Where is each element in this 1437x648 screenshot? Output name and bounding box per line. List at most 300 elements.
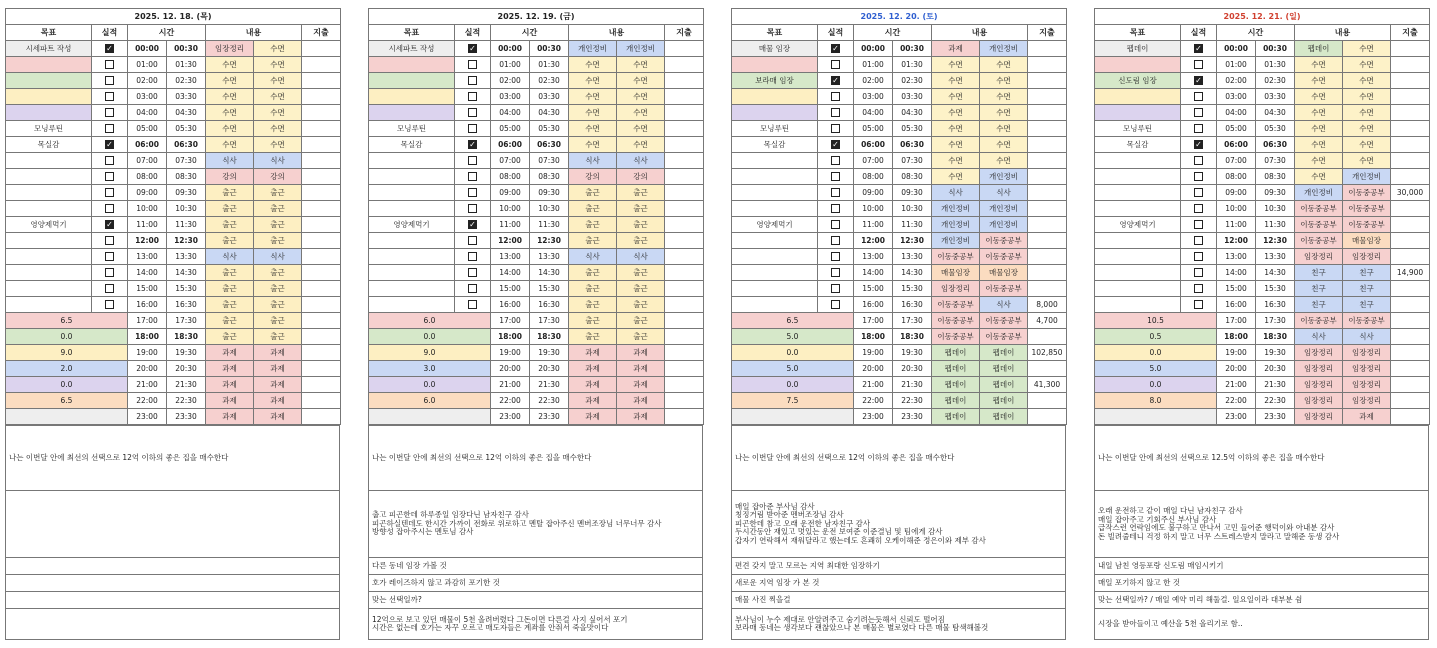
done-checkbox[interactable] (468, 108, 477, 117)
activity-second-half[interactable]: 임장정리 (1343, 393, 1391, 409)
done-checkbox[interactable] (468, 300, 477, 309)
activity-second-half[interactable]: 출근 (254, 201, 302, 217)
goal-cell[interactable]: 매물 임장 (732, 41, 818, 57)
goal-cell[interactable] (732, 233, 818, 249)
expense-cell[interactable] (302, 249, 341, 265)
activity-second-half[interactable]: 수면 (617, 105, 665, 121)
goal-cell[interactable] (1095, 105, 1181, 121)
expense-cell[interactable] (1028, 41, 1067, 57)
done-checkbox[interactable] (468, 156, 477, 165)
expense-cell[interactable] (1391, 233, 1430, 249)
activity-first-half[interactable]: 수면 (569, 57, 617, 73)
goal-cell[interactable]: 신도림 임장 (1095, 73, 1181, 89)
goal-cell[interactable] (732, 185, 818, 201)
activity-first-half[interactable]: 수면 (206, 73, 254, 89)
activity-second-half[interactable]: 수면 (980, 105, 1028, 121)
expense-cell[interactable] (665, 409, 704, 425)
activity-first-half[interactable]: 수면 (569, 73, 617, 89)
activity-first-half[interactable]: 수면 (1295, 121, 1343, 137)
expense-cell[interactable] (665, 121, 704, 137)
goal-cell[interactable]: 목실감 (6, 137, 92, 153)
activity-second-half[interactable]: 강의 (617, 169, 665, 185)
expense-cell[interactable] (1391, 153, 1430, 169)
activity-first-half[interactable]: 수면 (932, 105, 980, 121)
done-checkbox[interactable]: ✓ (1195, 44, 1202, 53)
activity-first-half[interactable]: 수면 (569, 105, 617, 121)
note-tomorrow[interactable]: 다른 동네 임장 가볼 것 (369, 558, 703, 575)
goal-cell[interactable] (1095, 249, 1181, 265)
done-checkbox[interactable] (1194, 124, 1203, 133)
activity-first-half[interactable]: 개인정비 (932, 217, 980, 233)
expense-cell[interactable] (1391, 89, 1430, 105)
activity-first-half[interactable]: 출근 (569, 297, 617, 313)
goal-affirmation[interactable]: 나는 이번달 안에 최선의 선택으로 12억 이하의 좋은 집을 매수한다 (732, 426, 1066, 491)
activity-first-half[interactable]: 출근 (206, 185, 254, 201)
expense-cell[interactable] (302, 297, 341, 313)
activity-second-half[interactable]: 수면 (617, 121, 665, 137)
activity-second-half[interactable]: 출근 (617, 329, 665, 345)
activity-second-half[interactable]: 출근 (617, 217, 665, 233)
expense-cell[interactable] (665, 297, 704, 313)
done-checkbox[interactable] (105, 268, 114, 277)
activity-first-half[interactable]: 수면 (1295, 57, 1343, 73)
activity-second-half[interactable]: 수면 (980, 137, 1028, 153)
note-diary[interactable] (6, 609, 340, 640)
activity-first-half[interactable]: 수면 (932, 57, 980, 73)
expense-cell[interactable] (302, 57, 341, 73)
activity-first-half[interactable]: 출근 (206, 329, 254, 345)
expense-cell[interactable] (1391, 121, 1430, 137)
activity-second-half[interactable]: 이동중공부 (1343, 201, 1391, 217)
expense-cell[interactable] (1391, 41, 1430, 57)
done-checkbox[interactable] (468, 60, 477, 69)
activity-first-half[interactable]: 이동중공부 (1295, 217, 1343, 233)
done-checkbox[interactable] (1194, 156, 1203, 165)
activity-second-half[interactable]: 수면 (1343, 57, 1391, 73)
done-checkbox[interactable] (831, 236, 840, 245)
done-checkbox[interactable] (1194, 252, 1203, 261)
activity-first-half[interactable]: 이동중공부 (932, 297, 980, 313)
goal-cell[interactable] (1095, 185, 1181, 201)
expense-cell[interactable] (665, 153, 704, 169)
activity-second-half[interactable]: 임장정리 (1343, 377, 1391, 393)
done-checkbox[interactable] (831, 108, 840, 117)
expense-cell[interactable] (1391, 281, 1430, 297)
expense-cell[interactable] (302, 217, 341, 233)
expense-cell[interactable]: 14,900 (1391, 265, 1430, 281)
expense-cell[interactable] (1028, 121, 1067, 137)
activity-second-half[interactable]: 과제 (254, 377, 302, 393)
activity-second-half[interactable]: 수면 (617, 73, 665, 89)
note-diary[interactable]: 시장을 받아들이고 예산을 5천 올리기로 함.. (1095, 609, 1429, 640)
activity-first-half[interactable]: 수면 (569, 137, 617, 153)
activity-second-half[interactable]: 과제 (254, 345, 302, 361)
goal-cell[interactable]: 영양제먹기 (1095, 217, 1181, 233)
expense-cell[interactable] (665, 57, 704, 73)
activity-first-half[interactable]: 강의 (569, 169, 617, 185)
note-tomorrow[interactable]: 내일 남친 영등포랑 신도림 매임시키기 (1095, 558, 1429, 575)
expense-cell[interactable] (302, 361, 341, 377)
expense-cell[interactable] (665, 361, 704, 377)
goal-cell[interactable] (732, 297, 818, 313)
goal-cell[interactable] (6, 73, 92, 89)
activity-first-half[interactable]: 출근 (206, 233, 254, 249)
goal-cell[interactable] (732, 281, 818, 297)
activity-second-half[interactable]: 수면 (1343, 137, 1391, 153)
done-checkbox[interactable] (105, 236, 114, 245)
done-checkbox[interactable] (831, 156, 840, 165)
expense-cell[interactable] (665, 345, 704, 361)
expense-cell[interactable] (1028, 73, 1067, 89)
goal-cell[interactable] (369, 153, 455, 169)
goal-cell[interactable]: 시세파트 작성 (369, 41, 455, 57)
expense-cell[interactable] (665, 393, 704, 409)
activity-second-half[interactable]: 출근 (254, 313, 302, 329)
expense-cell[interactable]: 8,000 (1028, 297, 1067, 313)
done-checkbox[interactable] (831, 300, 840, 309)
activity-second-half[interactable]: 수면 (980, 89, 1028, 105)
done-checkbox[interactable] (105, 108, 114, 117)
activity-second-half[interactable]: 식사 (1343, 329, 1391, 345)
expense-cell[interactable] (302, 377, 341, 393)
activity-second-half[interactable]: 수면 (617, 89, 665, 105)
goal-cell[interactable] (1095, 265, 1181, 281)
activity-second-half[interactable]: 과제 (617, 345, 665, 361)
done-checkbox[interactable]: ✓ (469, 220, 476, 229)
activity-second-half[interactable]: 이동중공부 (1343, 185, 1391, 201)
activity-first-half[interactable]: 개인정비 (1295, 185, 1343, 201)
activity-first-half[interactable]: 수면 (932, 89, 980, 105)
done-checkbox[interactable] (831, 284, 840, 293)
activity-first-half[interactable]: 출근 (569, 201, 617, 217)
activity-first-half[interactable]: 수면 (569, 121, 617, 137)
activity-second-half[interactable]: 이동중공부 (980, 329, 1028, 345)
expense-cell[interactable] (665, 249, 704, 265)
activity-first-half[interactable]: 매물임장 (932, 265, 980, 281)
goal-cell[interactable] (369, 233, 455, 249)
activity-first-half[interactable]: 강의 (206, 169, 254, 185)
goal-cell[interactable] (1095, 201, 1181, 217)
activity-first-half[interactable]: 이동중공부 (932, 249, 980, 265)
activity-second-half[interactable]: 개인정비 (617, 41, 665, 57)
expense-cell[interactable] (1391, 169, 1430, 185)
expense-cell[interactable] (1391, 345, 1430, 361)
activity-first-half[interactable]: 식사 (206, 153, 254, 169)
goal-cell[interactable] (1095, 233, 1181, 249)
activity-first-half[interactable]: 수면 (1295, 89, 1343, 105)
activity-second-half[interactable]: 출근 (254, 233, 302, 249)
activity-second-half[interactable]: 이동중공부 (980, 281, 1028, 297)
activity-first-half[interactable]: 수면 (206, 89, 254, 105)
expense-cell[interactable]: 30,000 (1391, 185, 1430, 201)
activity-second-half[interactable]: 친구 (1343, 265, 1391, 281)
goal-cell[interactable] (6, 185, 92, 201)
activity-first-half[interactable]: 펩데이 (1295, 41, 1343, 57)
done-checkbox[interactable] (105, 284, 114, 293)
expense-cell[interactable] (665, 233, 704, 249)
expense-cell[interactable] (1028, 89, 1067, 105)
activity-second-half[interactable]: 과제 (617, 377, 665, 393)
activity-second-half[interactable]: 임장정리 (1343, 249, 1391, 265)
expense-cell[interactable] (1391, 393, 1430, 409)
goal-cell[interactable] (1095, 281, 1181, 297)
expense-cell[interactable] (1028, 393, 1067, 409)
goal-affirmation[interactable]: 나는 이번달 안에 최선의 선택으로 12.5억 이하의 좋은 집을 매수한다 (1095, 426, 1429, 491)
expense-cell[interactable] (665, 217, 704, 233)
note-reflection[interactable]: 매물 사진 찍을걸 (732, 592, 1066, 609)
goal-cell[interactable]: 보라매 임장 (732, 73, 818, 89)
activity-second-half[interactable]: 이동중공부 (1343, 217, 1391, 233)
activity-first-half[interactable]: 수면 (1295, 153, 1343, 169)
activity-second-half[interactable]: 개인정비 (980, 217, 1028, 233)
activity-first-half[interactable]: 펩데이 (932, 393, 980, 409)
goal-cell[interactable]: 목실감 (1095, 137, 1181, 153)
activity-first-half[interactable]: 이동중공부 (1295, 233, 1343, 249)
goal-cell[interactable]: 시세파트 작성 (6, 41, 92, 57)
activity-second-half[interactable]: 출근 (617, 297, 665, 313)
activity-first-half[interactable]: 출근 (569, 233, 617, 249)
expense-cell[interactable] (665, 377, 704, 393)
goal-cell[interactable] (1095, 153, 1181, 169)
activity-first-half[interactable]: 수면 (1295, 73, 1343, 89)
activity-second-half[interactable]: 식사 (617, 153, 665, 169)
done-checkbox[interactable] (468, 268, 477, 277)
expense-cell[interactable] (1028, 329, 1067, 345)
expense-cell[interactable] (302, 41, 341, 57)
activity-first-half[interactable]: 수면 (1295, 169, 1343, 185)
activity-second-half[interactable]: 출근 (254, 217, 302, 233)
activity-first-half[interactable]: 수면 (206, 121, 254, 137)
note-tomorrow[interactable]: 편견 갖지 말고 모르는 지역 최대한 임장하기 (732, 558, 1066, 575)
activity-second-half[interactable]: 수면 (1343, 73, 1391, 89)
activity-first-half[interactable]: 출근 (569, 265, 617, 281)
activity-second-half[interactable]: 과제 (617, 361, 665, 377)
goal-cell[interactable] (6, 89, 92, 105)
activity-first-half[interactable]: 수면 (932, 169, 980, 185)
goal-cell[interactable]: 펩데이 (1095, 41, 1181, 57)
expense-cell[interactable] (1028, 409, 1067, 425)
activity-first-half[interactable]: 출근 (206, 297, 254, 313)
goal-cell[interactable] (369, 249, 455, 265)
done-checkbox[interactable] (1194, 268, 1203, 277)
expense-cell[interactable] (665, 73, 704, 89)
activity-first-half[interactable]: 수면 (932, 137, 980, 153)
expense-cell[interactable] (1028, 201, 1067, 217)
expense-cell[interactable] (1391, 73, 1430, 89)
goal-cell[interactable] (6, 57, 92, 73)
expense-cell[interactable] (302, 393, 341, 409)
goal-cell[interactable] (732, 249, 818, 265)
expense-cell[interactable] (302, 73, 341, 89)
goal-cell[interactable] (6, 105, 92, 121)
activity-second-half[interactable]: 임장정리 (1343, 361, 1391, 377)
activity-second-half[interactable]: 출근 (254, 185, 302, 201)
activity-first-half[interactable]: 수면 (569, 89, 617, 105)
activity-first-half[interactable]: 출근 (206, 201, 254, 217)
activity-second-half[interactable]: 과제 (617, 409, 665, 425)
activity-first-half[interactable]: 개인정비 (932, 233, 980, 249)
done-checkbox[interactable] (1194, 300, 1203, 309)
activity-first-half[interactable]: 과제 (569, 409, 617, 425)
goal-cell[interactable] (732, 57, 818, 73)
expense-cell[interactable] (302, 233, 341, 249)
done-checkbox[interactable] (468, 92, 477, 101)
activity-second-half[interactable]: 수면 (617, 57, 665, 73)
goal-cell[interactable]: 목실감 (369, 137, 455, 153)
activity-second-half[interactable]: 수면 (254, 41, 302, 57)
activity-second-half[interactable]: 식사 (254, 153, 302, 169)
goal-cell[interactable] (1095, 169, 1181, 185)
activity-first-half[interactable]: 식사 (569, 249, 617, 265)
done-checkbox[interactable] (105, 92, 114, 101)
goal-cell[interactable] (369, 169, 455, 185)
expense-cell[interactable] (1391, 409, 1430, 425)
expense-cell[interactable] (302, 281, 341, 297)
expense-cell[interactable] (665, 137, 704, 153)
expense-cell[interactable] (302, 329, 341, 345)
done-checkbox[interactable] (1194, 92, 1203, 101)
activity-first-half[interactable]: 과제 (206, 409, 254, 425)
activity-first-half[interactable]: 펩데이 (932, 361, 980, 377)
done-checkbox[interactable] (105, 204, 114, 213)
activity-second-half[interactable]: 출근 (254, 329, 302, 345)
goal-cell[interactable] (369, 57, 455, 73)
activity-second-half[interactable]: 펩데이 (980, 409, 1028, 425)
activity-first-half[interactable]: 수면 (206, 105, 254, 121)
expense-cell[interactable] (1028, 361, 1067, 377)
activity-first-half[interactable]: 과제 (569, 377, 617, 393)
expense-cell[interactable] (1028, 233, 1067, 249)
activity-first-half[interactable]: 출근 (569, 329, 617, 345)
goal-cell[interactable]: 영양제먹기 (732, 217, 818, 233)
goal-cell[interactable] (6, 201, 92, 217)
activity-second-half[interactable]: 식사 (254, 249, 302, 265)
activity-second-half[interactable]: 과제 (254, 361, 302, 377)
done-checkbox[interactable] (1194, 108, 1203, 117)
goal-cell[interactable] (6, 265, 92, 281)
activity-first-half[interactable]: 임장정리 (932, 281, 980, 297)
goal-cell[interactable]: 목실감 (732, 137, 818, 153)
expense-cell[interactable] (1028, 185, 1067, 201)
activity-second-half[interactable]: 수면 (980, 153, 1028, 169)
activity-first-half[interactable]: 이동중공부 (1295, 313, 1343, 329)
expense-cell[interactable] (1391, 297, 1430, 313)
activity-first-half[interactable]: 출근 (206, 281, 254, 297)
goal-cell[interactable]: 영양제먹기 (6, 217, 92, 233)
done-checkbox[interactable]: ✓ (832, 140, 839, 149)
goal-cell[interactable] (732, 265, 818, 281)
activity-first-half[interactable]: 수면 (206, 57, 254, 73)
activity-second-half[interactable]: 개인정비 (980, 169, 1028, 185)
activity-second-half[interactable]: 강의 (254, 169, 302, 185)
activity-second-half[interactable]: 수면 (254, 57, 302, 73)
gratitude-note[interactable]: 매일 잡아준 부사님 감사 칭징거림 받아준 멘버조장님 감사 피곤한데 참고 오래 운전한 남자친구 감사 두시간동안 재있고 멋있는 운전 보여준 이준결님 및 팀에게 감사 갑자기 연락해서 재워달라고 했는데도 흔쾌히 오케이해준 정은이와 제부 감사 (732, 491, 1066, 558)
activity-second-half[interactable]: 수면 (254, 121, 302, 137)
activity-second-half[interactable]: 출근 (254, 265, 302, 281)
note-praise[interactable]: 매일 포기하지 않고 한 것 (1095, 575, 1429, 592)
expense-cell[interactable] (302, 105, 341, 121)
activity-first-half[interactable]: 수면 (932, 73, 980, 89)
done-checkbox[interactable]: ✓ (1195, 140, 1202, 149)
done-checkbox[interactable] (1194, 60, 1203, 69)
goal-cell[interactable] (369, 201, 455, 217)
activity-second-half[interactable]: 개인정비 (980, 201, 1028, 217)
goal-cell[interactable]: 모닝루틴 (369, 121, 455, 137)
activity-second-half[interactable]: 수면 (254, 73, 302, 89)
activity-first-half[interactable]: 친구 (1295, 281, 1343, 297)
activity-second-half[interactable]: 개인정비 (1343, 169, 1391, 185)
done-checkbox[interactable] (468, 284, 477, 293)
activity-second-half[interactable]: 수면 (980, 73, 1028, 89)
activity-second-half[interactable]: 펩데이 (980, 361, 1028, 377)
goal-cell[interactable] (369, 297, 455, 313)
expense-cell[interactable] (302, 313, 341, 329)
activity-first-half[interactable]: 과제 (932, 41, 980, 57)
done-checkbox[interactable] (1194, 220, 1203, 229)
activity-second-half[interactable]: 수면 (1343, 89, 1391, 105)
activity-first-half[interactable]: 펩데이 (932, 409, 980, 425)
expense-cell[interactable] (1028, 169, 1067, 185)
goal-cell[interactable]: 모닝루틴 (1095, 121, 1181, 137)
activity-second-half[interactable]: 이동중공부 (980, 233, 1028, 249)
activity-second-half[interactable]: 수면 (254, 137, 302, 153)
activity-second-half[interactable]: 식사 (617, 249, 665, 265)
activity-second-half[interactable]: 출근 (617, 313, 665, 329)
done-checkbox[interactable]: ✓ (1195, 76, 1202, 85)
done-checkbox[interactable] (105, 252, 114, 261)
goal-cell[interactable] (369, 185, 455, 201)
activity-first-half[interactable]: 수면 (1295, 105, 1343, 121)
done-checkbox[interactable] (468, 236, 477, 245)
activity-first-half[interactable]: 수면 (932, 153, 980, 169)
expense-cell[interactable] (1391, 361, 1430, 377)
goal-affirmation[interactable]: 나는 이번달 안에 최선의 선택으로 12억 이하의 좋은 집을 매수한다 (369, 426, 703, 491)
expense-cell[interactable] (665, 41, 704, 57)
done-checkbox[interactable] (831, 268, 840, 277)
expense-cell[interactable] (1391, 217, 1430, 233)
expense-cell[interactable] (302, 121, 341, 137)
goal-cell[interactable] (369, 105, 455, 121)
activity-first-half[interactable]: 출근 (206, 217, 254, 233)
goal-cell[interactable] (732, 201, 818, 217)
expense-cell[interactable] (1391, 377, 1430, 393)
done-checkbox[interactable] (468, 252, 477, 261)
goal-cell[interactable] (6, 281, 92, 297)
done-checkbox[interactable] (1194, 284, 1203, 293)
done-checkbox[interactable]: ✓ (832, 76, 839, 85)
activity-first-half[interactable]: 친구 (1295, 297, 1343, 313)
activity-second-half[interactable]: 수면 (254, 89, 302, 105)
activity-second-half[interactable]: 개인정비 (980, 41, 1028, 57)
goal-cell[interactable] (732, 169, 818, 185)
expense-cell[interactable] (665, 185, 704, 201)
done-checkbox[interactable] (1194, 172, 1203, 181)
done-checkbox[interactable] (1194, 188, 1203, 197)
activity-second-half[interactable]: 이동중공부 (1343, 313, 1391, 329)
done-checkbox[interactable] (1194, 236, 1203, 245)
activity-first-half[interactable]: 출근 (569, 313, 617, 329)
done-checkbox[interactable]: ✓ (106, 140, 113, 149)
activity-second-half[interactable]: 친구 (1343, 297, 1391, 313)
activity-first-half[interactable]: 과제 (206, 393, 254, 409)
expense-cell[interactable] (1028, 249, 1067, 265)
activity-first-half[interactable]: 식사 (569, 153, 617, 169)
expense-cell[interactable] (302, 137, 341, 153)
goal-cell[interactable] (6, 249, 92, 265)
activity-first-half[interactable]: 펩데이 (932, 345, 980, 361)
activity-second-half[interactable]: 과제 (1343, 409, 1391, 425)
goal-cell[interactable] (1095, 57, 1181, 73)
